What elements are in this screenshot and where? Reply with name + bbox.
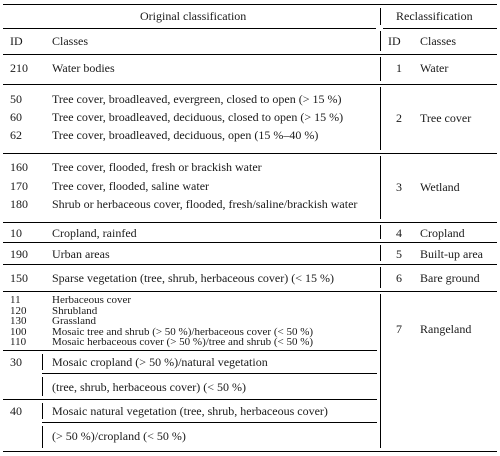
reclass-id: 5 <box>396 247 402 261</box>
column-header-id: ID <box>10 34 23 48</box>
class-name: Shrub or herbaceous cover, flooded, fresh/saline/brackish water <box>52 197 358 211</box>
class-id: 120 <box>10 304 27 317</box>
class-id: 160 <box>10 160 28 174</box>
row-separator <box>3 350 377 351</box>
class-name: Mosaic cropland (> 50 %)/natural vegetation <box>52 355 268 369</box>
column-header-reclass-classes: Classes <box>420 34 456 48</box>
column-divider <box>380 8 381 25</box>
class-id: 60 <box>10 110 22 124</box>
class-name: Mosaic tree and shrub (> 50 %)/herbaceous cover (< 50 %) <box>52 325 314 338</box>
row-separator <box>3 222 497 223</box>
class-name: Water bodies <box>52 61 115 75</box>
class-id: 100 <box>10 325 27 338</box>
class-name: Grassland <box>52 315 96 327</box>
column-divider <box>380 57 381 81</box>
header-group-rule-left <box>3 28 376 29</box>
row-separator <box>3 264 497 265</box>
column-divider <box>380 294 381 448</box>
column-header-reclass-id: ID <box>388 34 401 48</box>
header-bottom-rule <box>3 54 497 55</box>
reclass-name: Rangeland <box>420 322 472 336</box>
reclassification-heading: Reclassification <box>396 9 473 23</box>
row-separator <box>3 153 497 154</box>
class-id: 10 <box>10 226 22 240</box>
class-name: Cropland, rainfed <box>52 226 137 240</box>
class-id: 110 <box>10 336 27 348</box>
reclass-id: 3 <box>396 180 402 194</box>
class-name: Mosaic herbaceous cover (> 50 %)/tree and shrub (< 50 %) <box>52 336 314 348</box>
id-divider <box>42 354 43 370</box>
original-classification-heading: Original classification <box>140 9 247 23</box>
reclass-name: Cropland <box>420 226 465 240</box>
row-separator <box>42 422 377 423</box>
reclass-id: 1 <box>396 61 402 75</box>
column-divider <box>380 267 381 288</box>
table-bottom-rule <box>3 451 497 452</box>
class-name: (> 50 %)/cropland (< 50 %) <box>52 429 186 443</box>
id-divider <box>42 377 43 396</box>
column-divider <box>380 225 381 239</box>
reclass-name: Built-up area <box>420 247 483 261</box>
class-id: 210 <box>10 61 28 75</box>
reclass-name: Wetland <box>420 180 460 194</box>
class-id: 62 <box>10 128 22 142</box>
column-divider <box>380 87 381 150</box>
class-name: Mosaic natural vegetation (tree, shrub, herbaceous cover) <box>52 404 328 418</box>
table-top-rule <box>3 4 497 5</box>
header-group-rule-right <box>383 28 497 29</box>
class-id: 50 <box>10 92 22 106</box>
class-id: 11 <box>10 294 21 306</box>
id-divider <box>42 403 43 419</box>
class-id: 180 <box>10 197 28 211</box>
class-name: Tree cover, broadleaved, deciduous, closed to open (> 15 %) <box>52 110 344 124</box>
class-name: Shrubland <box>52 304 98 317</box>
class-id: 30 <box>10 355 22 369</box>
row-separator <box>3 399 377 400</box>
class-id: 150 <box>10 271 28 285</box>
column-divider <box>380 156 381 219</box>
reclass-id: 7 <box>396 322 402 336</box>
class-id: 190 <box>10 247 28 261</box>
column-divider <box>380 245 381 261</box>
class-name: Herbaceous cover <box>52 294 132 306</box>
row-separator <box>42 373 377 374</box>
class-name: Urban areas <box>52 247 110 261</box>
column-divider <box>380 31 381 51</box>
class-id: 170 <box>10 179 28 193</box>
row-separator <box>3 291 497 292</box>
row-separator <box>3 242 497 243</box>
row-separator <box>3 84 497 85</box>
reclass-name: Water <box>420 61 449 75</box>
class-id: 40 <box>10 404 22 418</box>
class-name: Tree cover, flooded, fresh or brackish water <box>52 160 262 174</box>
class-name: Sparse vegetation (tree, shrub, herbaceous cover) (< 15 %) <box>52 271 334 285</box>
class-name: Tree cover, flooded, saline water <box>52 179 210 193</box>
id-divider <box>42 426 43 448</box>
reclass-id: 4 <box>396 226 402 240</box>
reclass-name: Tree cover <box>420 111 472 125</box>
class-name: (tree, shrub, herbaceous cover) (< 50 %) <box>52 380 247 394</box>
reclass-id: 2 <box>396 111 402 125</box>
reclass-name: Bare ground <box>420 271 480 285</box>
class-name: Tree cover, broadleaved, evergreen, closed to open (> 15 %) <box>52 92 342 106</box>
reclass-id: 6 <box>396 271 402 285</box>
class-id: 130 <box>10 315 27 327</box>
class-name: Tree cover, broadleaved, deciduous, open (15 %–40 %) <box>52 128 319 142</box>
column-header-classes: Classes <box>52 34 88 48</box>
